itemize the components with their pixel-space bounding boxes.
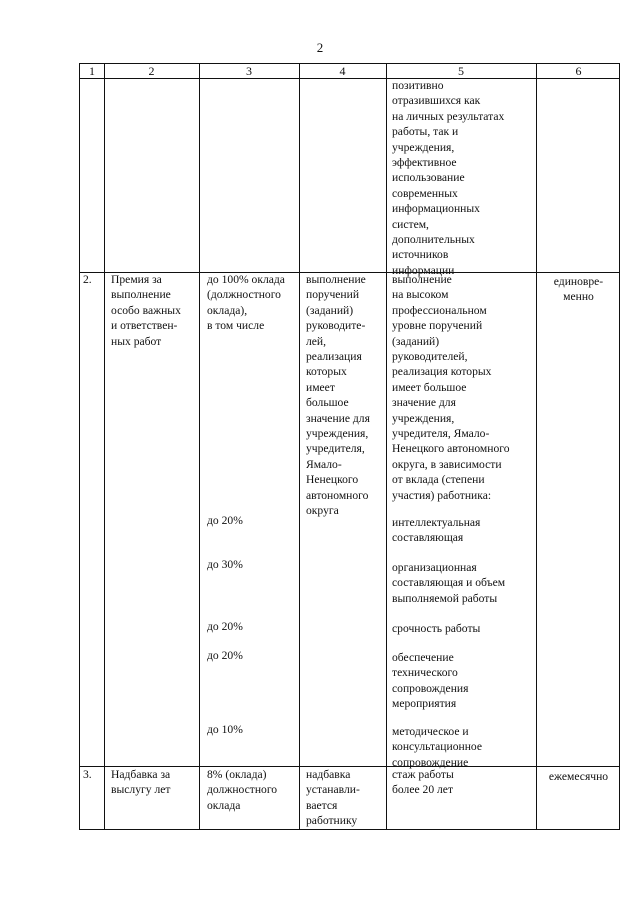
text-line: имеет большое [392,380,467,394]
text-line: 8% (оклада) [207,768,267,781]
text-line: выполнение [392,273,452,286]
text-line: реализация которых [392,365,492,379]
text-line: должностного [207,783,278,797]
text-line: менно [563,290,594,304]
subitem-pct: до 20% [207,514,243,527]
text-line: реализация [306,350,362,364]
subitem-desc [392,724,482,770]
row2-criteria [392,272,510,503]
text-line: учредителя, Ямало- [392,427,490,441]
header-col-4: 4 [339,64,346,78]
text-line: интеллектуальная [392,516,481,529]
text-line: Ненецкого автономного [392,442,510,456]
text-line: ежемесячно [548,770,609,783]
text-line: (заданий) [306,303,354,317]
text-line: информационных [392,202,480,216]
text-line: выслугу лет [111,783,171,797]
text-line: поручений [306,288,360,302]
text-line: методическое и [392,725,469,738]
text-line: сопровождение [392,755,469,769]
text-line: работнику [306,814,358,828]
text-line: учредителя, [306,442,365,456]
subitem-pct: до 20% [207,649,243,662]
text-line: участия) работника: [392,488,492,502]
row2-number: 2. [83,273,92,286]
text-line: работы, так и [392,125,459,139]
subitem-pct: до 10% [207,723,243,736]
column-divider [199,64,200,829]
text-line: единовре- [553,275,604,288]
text-line: сопровождения [392,681,469,695]
text-line: оклада), [207,303,248,317]
subitem-desc [392,621,480,636]
text-line: систем, [392,217,429,231]
header-col-2: 2 [148,64,155,78]
text-line: более 20 лет [392,783,454,797]
continuation-criteria [392,78,504,278]
text-line: оклада [207,798,241,812]
text-line: до 100% оклада [207,273,285,286]
text-line: вается [306,798,338,812]
row3-criteria [392,767,454,798]
row-divider [80,78,619,79]
text-line: учреждения, [392,411,455,425]
row3-condition [306,767,360,829]
header-col-3: 3 [246,64,252,78]
text-line: дополнительных [392,233,475,247]
text-line: имеет [306,380,335,394]
text-line: организационная [392,561,477,574]
text-line: в том числе [207,319,265,333]
text-line: обеспечение [392,651,454,664]
text-line: позитивно [392,79,444,92]
text-line: руководите- [306,319,366,333]
text-line: учреждения, [306,427,369,441]
text-line: информации [392,263,455,277]
text-line: Ненецкого [306,473,359,487]
row2-condition [306,272,370,519]
text-line: большое [306,396,349,410]
column-divider [104,64,105,829]
text-line: выполнение [306,273,366,286]
row2-amount [207,272,285,334]
subitem-desc [392,560,505,606]
text-line: современных [392,186,458,200]
text-line: лей, [306,334,327,348]
row2-payment-type [111,272,181,349]
text-line: выполняемой работы [392,591,498,605]
text-line: Надбавка за [111,768,171,781]
subitem-pct: до 20% [207,620,243,633]
text-line: надбавка [306,768,351,781]
text-line: которых [306,365,347,379]
text-line: уровне поручений [392,319,483,333]
text-line: на личных результатах [392,109,505,123]
text-line: на высоком [392,288,449,302]
page-number: 2 [316,40,324,55]
text-line: составляющая [392,531,464,545]
text-line: значение для [392,396,456,410]
text-line: технического [392,666,458,680]
text-line: стаж работы [392,768,454,781]
row3-amount [207,767,277,813]
text-line: отразившихся как [392,94,481,108]
text-line: руководителей, [392,350,468,364]
text-line: консультационное [392,740,483,754]
text-line: составляющая и объем [392,576,506,590]
text-line: мероприятия [392,697,457,711]
text-line: автономного [306,488,369,502]
text-line: округа, в зависимости [392,457,502,471]
text-line: профессиональном [392,303,487,317]
text-line: выполнение [111,288,171,302]
text-line: (должностного [207,288,281,302]
row2-frequency [536,274,621,305]
text-line: ных работ [111,334,162,348]
column-divider [386,64,387,829]
text-line: эффективное [392,156,457,170]
subitem-desc [392,515,480,546]
text-line: особо важных [111,303,181,317]
text-line: (заданий) [392,334,440,348]
row3-payment-type [111,767,170,798]
text-line: и ответствен- [111,319,178,333]
column-divider [536,64,537,829]
header-col-5: 5 [458,64,464,78]
text-line: срочность работы [392,622,481,635]
row3-number: 3. [83,768,92,781]
text-line: Ямало- [306,457,342,471]
text-line: источников [392,248,449,262]
row3-frequency [536,769,621,784]
header-col-6: 6 [575,64,582,78]
text-line: округа [306,504,339,518]
header-col-1: 1 [89,64,95,78]
text-line: использование [392,171,465,185]
text-line: значение для [306,411,370,425]
text-line: от вклада (степени [392,473,485,487]
text-line: учреждения, [392,140,455,154]
subitem-pct: до 30% [207,558,243,571]
text-line: Премия за [111,273,162,286]
text-line: устанавли- [306,783,360,797]
column-divider [299,64,300,829]
subitem-desc [392,650,468,712]
payment-table [79,63,620,830]
